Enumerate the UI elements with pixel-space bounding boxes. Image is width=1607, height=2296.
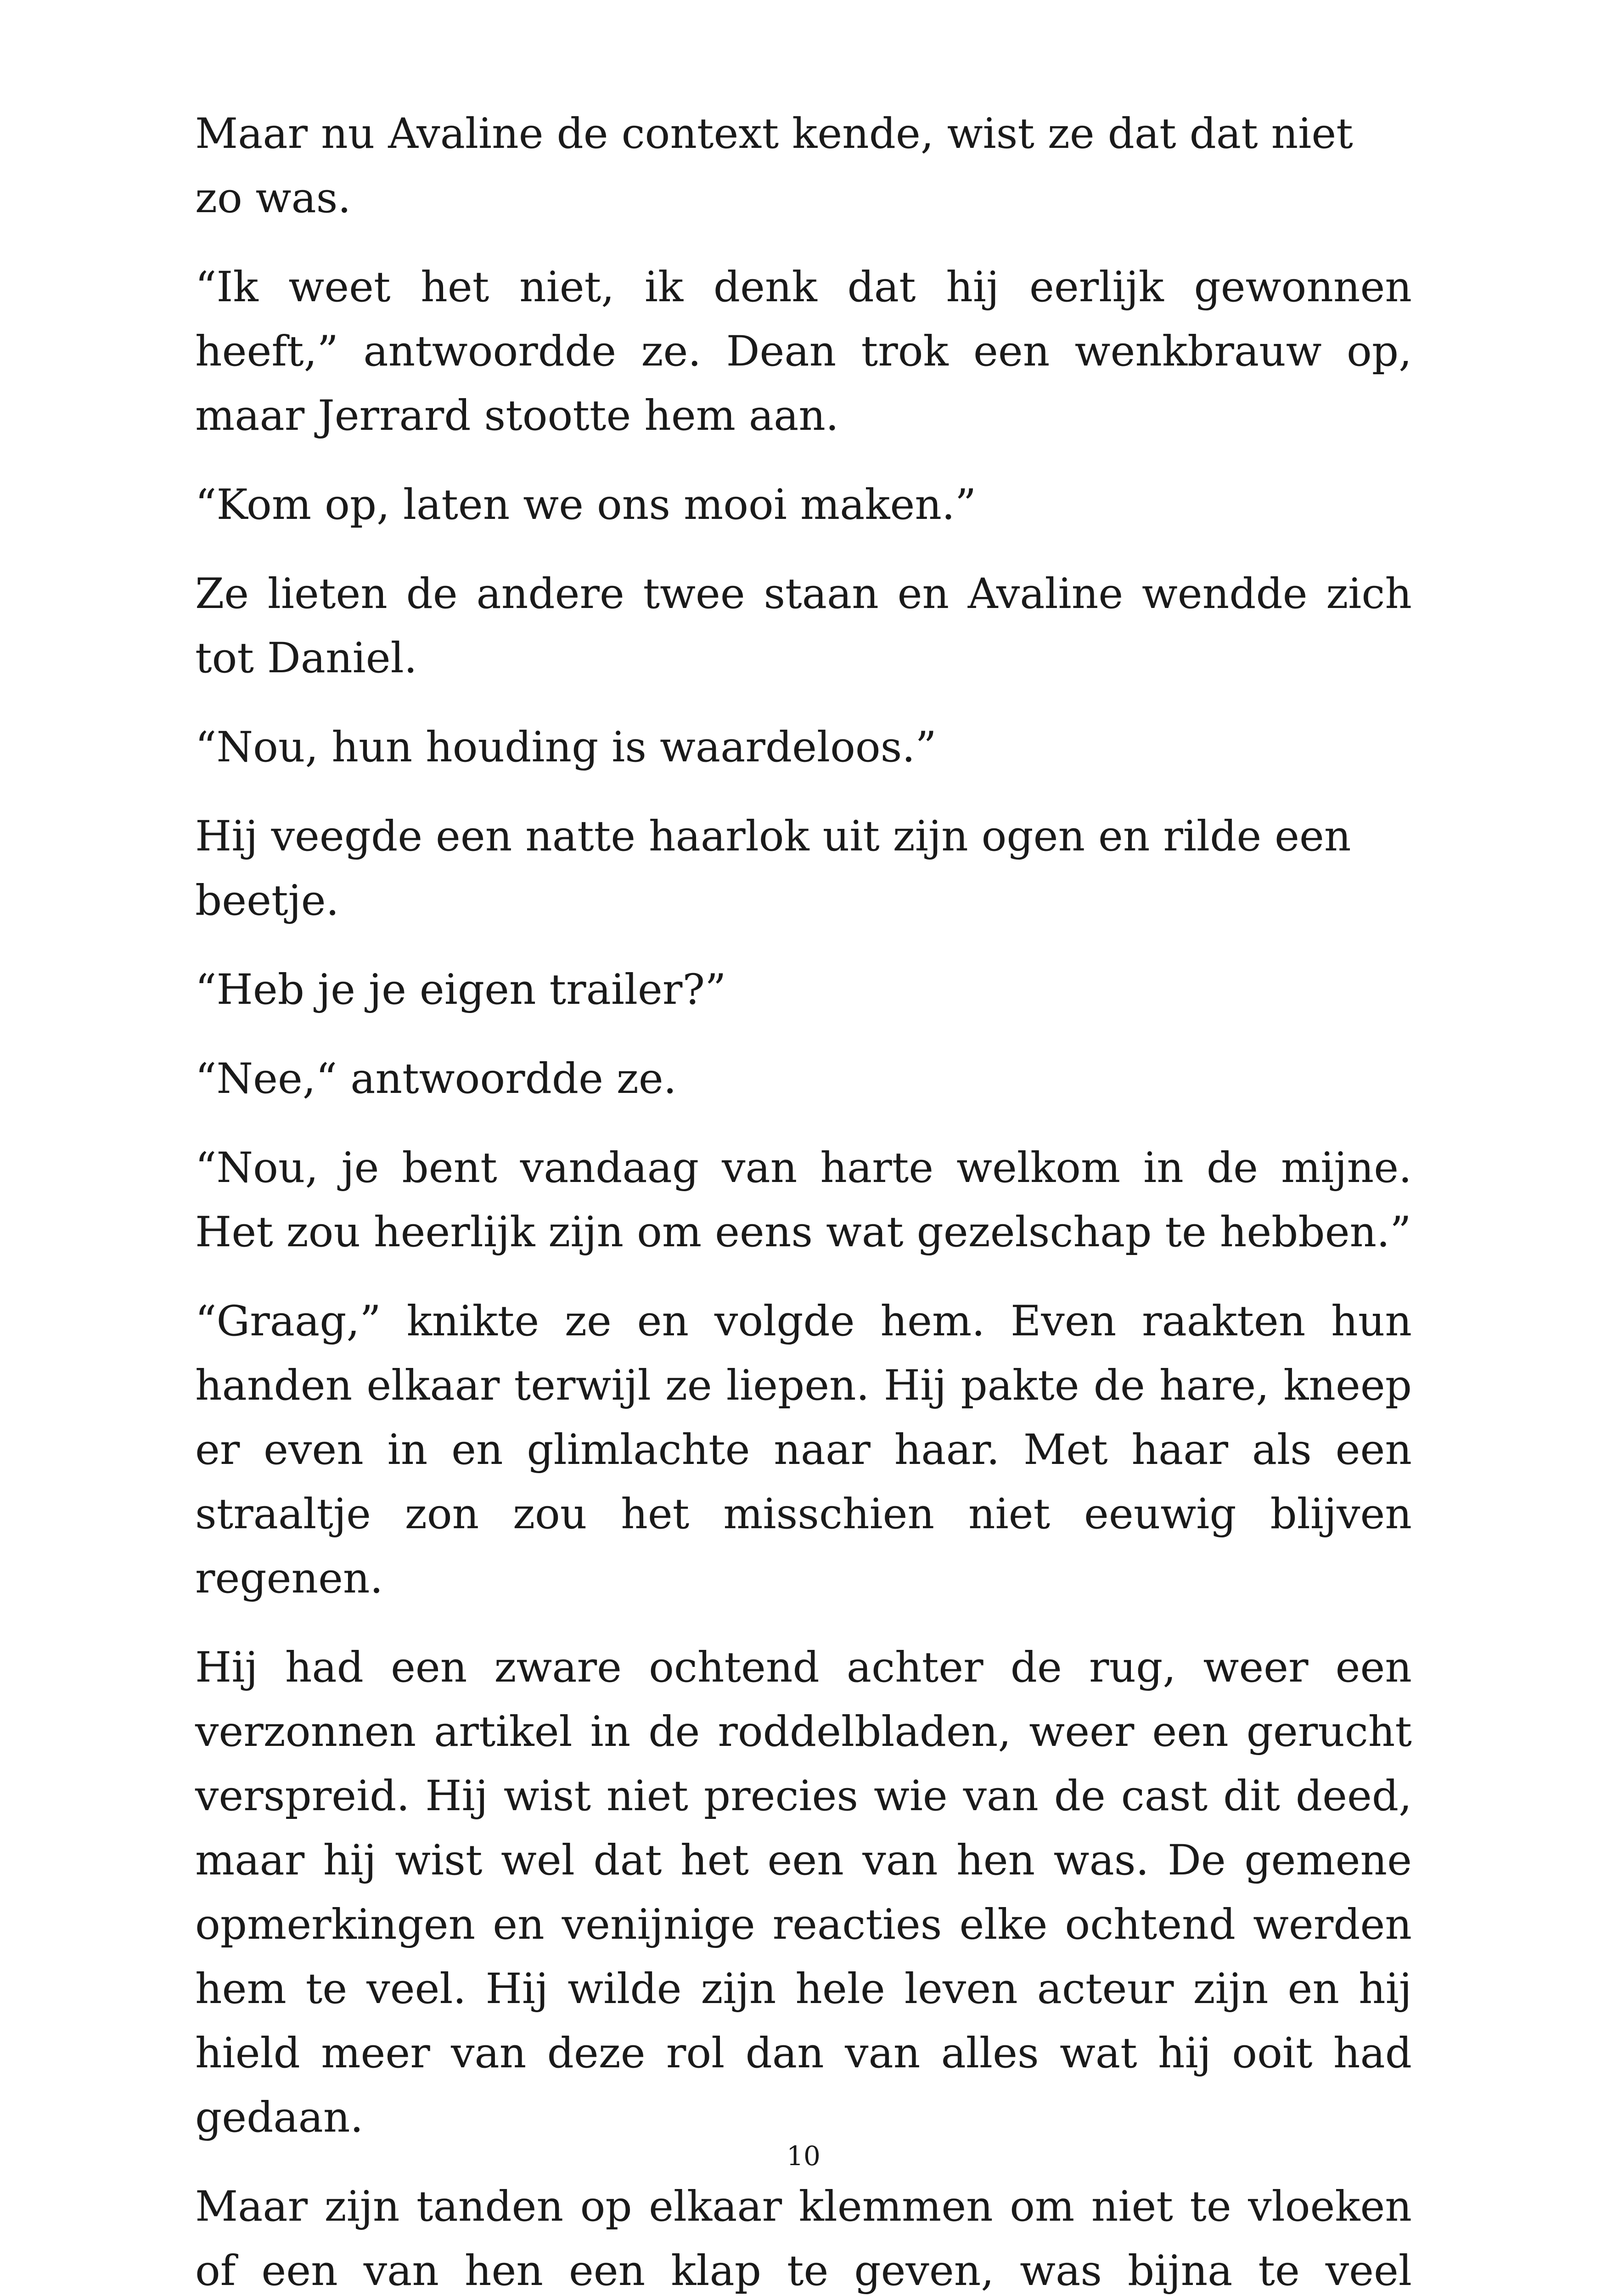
paragraph: “Ik weet het niet, ik denk dat hij eerlijk gewonnen heeft,” antwoordde ze. Dean trok een wenkbrauw op, maar Jerrard stootte hem aan. [195,263,1412,440]
paragraph: Maar zijn tanden op elkaar klemmen om niet te vloeken of een van hen een klap te geven, was bijna te veel [195,2183,1412,2295]
paragraph: Hij veegde een natte haarlok uit zijn ogen en rilde een beetje. [195,812,1351,925]
paragraph: Maar nu Avaline de context kende, wist ze dat dat niet zo was. [195,110,1353,222]
paragraph: “Nou, je bent vandaag van harte welkom in de mijne. Het zou heerlijk zijn om eens wat gezelschap te hebben.” [195,1144,1412,1256]
paragraph: “Heb je je eigen trailer?” [195,966,726,1014]
paragraph: “Graag,” knikte ze en volgde hem. Even raakten hun handen elkaar terwijl ze liepen. Hij pakte de hare, kneep er even in en glimlachte naar haar. Met haar als een straaltje zon zou het misschien niet eeuwig blijven regenen. [195,1297,1412,1603]
paragraph: Ze lieten de andere twee staan en Avaline wendde zich tot Daniel. [195,570,1412,682]
paragraph: “Kom op, laten we ons mooi maken.” [195,481,977,529]
paragraph: “Nou, hun houding is waardeloos.” [195,723,937,771]
paragraph: Hij had een zware ochtend achter de rug, weer een verzonnen artikel in de roddelbladen, weer een gerucht verspreid. Hij wist niet precies wie van de cast dit deed, maar hij wist wel dat het een van hen was. De gemene opmerkingen en venijnige reacties elke ochtend werden hem te veel. Hij wilde zijn hele leven acteur zijn en hij hield meer van deze rol dan van alles wat hij ooit had gedaan. [195,1643,1412,2142]
body-text [195,102,1412,2296]
paragraph: “Nee,“ antwoordde ze. [195,1055,677,1103]
page-number: 10 [787,2140,820,2172]
